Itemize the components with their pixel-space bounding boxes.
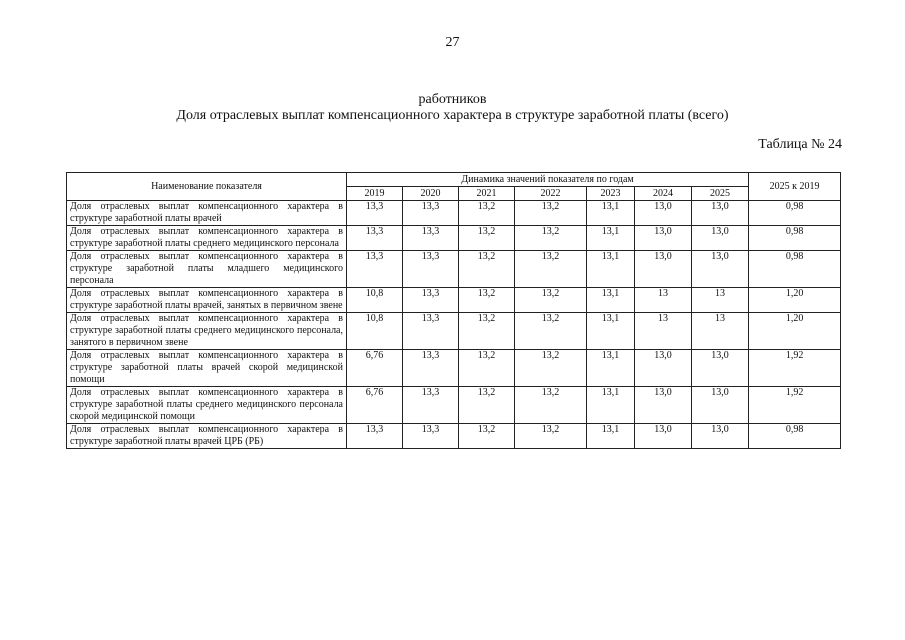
value-cell: 13,2 (459, 288, 515, 313)
value-cell: 10,8 (347, 288, 403, 313)
indicator-name: Доля отраслевых выплат компенсационного характера в структуре заработной платы врачей скорой медицинской помощи (67, 350, 347, 387)
value-cell: 13,0 (692, 424, 749, 449)
value-cell: 13,1 (587, 201, 635, 226)
value-cell: 10,8 (347, 313, 403, 350)
ratio-cell: 0,98 (749, 424, 841, 449)
document-title: Доля отраслевых выплат компенсационного характера в структуре заработной платы (всего) (176, 108, 729, 123)
header-year: 2024 (635, 187, 692, 201)
value-cell: 13,1 (587, 387, 635, 424)
table-row (67, 350, 841, 387)
value-cell: 13,2 (459, 387, 515, 424)
value-cell: 13,1 (587, 424, 635, 449)
value-cell: 13,0 (692, 251, 749, 288)
value-cell: 13,2 (459, 201, 515, 226)
table-row (67, 387, 841, 424)
indicator-name: Доля отраслевых выплат компенсационного характера в структуре заработной платы младшего медицинского персонала (67, 251, 347, 288)
ratio-cell: 0,98 (749, 251, 841, 288)
value-cell: 13,1 (587, 350, 635, 387)
value-cell: 13,0 (692, 350, 749, 387)
value-cell: 13 (692, 288, 749, 313)
header-year: 2019 (347, 187, 403, 201)
value-cell: 13,2 (515, 350, 587, 387)
table-row (67, 226, 841, 251)
value-cell: 13,2 (459, 350, 515, 387)
indicator-name: Доля отраслевых выплат компенсационного характера в структуре заработной платы врачей, занятых в первичном звене (67, 288, 347, 313)
page-number: 27 (445, 35, 460, 50)
indicator-name: Доля отраслевых выплат компенсационного характера в структуре заработной платы среднего медицинского персонала (67, 226, 347, 251)
value-cell: 13,2 (459, 251, 515, 288)
value-cell: 13 (692, 313, 749, 350)
value-cell: 13,3 (403, 251, 459, 288)
value-cell: 13 (635, 288, 692, 313)
value-cell: 13,3 (347, 251, 403, 288)
value-cell: 13,3 (403, 350, 459, 387)
header-year: 2023 (587, 187, 635, 201)
value-cell: 13,2 (515, 288, 587, 313)
value-cell: 13,3 (403, 226, 459, 251)
header-2025-vs-2019: 2025 к 2019 (749, 173, 841, 201)
indicator-name: Доля отраслевых выплат компенсационного характера в структуре заработной платы врачей (67, 201, 347, 226)
value-cell: 13,0 (635, 251, 692, 288)
ratio-cell: 0,98 (749, 226, 841, 251)
value-cell: 13,1 (587, 226, 635, 251)
value-cell: 13,0 (692, 226, 749, 251)
value-cell: 13,1 (587, 313, 635, 350)
table-label: Таблица № 24 (758, 137, 842, 152)
value-cell: 13,2 (515, 387, 587, 424)
value-cell: 13,0 (635, 424, 692, 449)
table-row (67, 201, 841, 226)
indicator-name: Доля отраслевых выплат компенсационного характера в структуре заработной платы врачей ЦРБ (РБ) (67, 424, 347, 449)
document-subtitle: работников (418, 92, 487, 107)
table-row (67, 251, 841, 288)
value-cell: 13,0 (692, 387, 749, 424)
header-year: 2025 (692, 187, 749, 201)
ratio-cell: 0,98 (749, 201, 841, 226)
value-cell: 13,2 (459, 424, 515, 449)
value-cell: 13,1 (587, 251, 635, 288)
value-cell: 13,0 (635, 387, 692, 424)
value-cell: 13,2 (515, 251, 587, 288)
value-cell: 13,3 (403, 424, 459, 449)
ratio-cell: 1,92 (749, 387, 841, 424)
value-cell: 13,3 (347, 201, 403, 226)
table-row (67, 288, 841, 313)
indicator-name: Доля отраслевых выплат компенсационного характера в структуре заработной платы среднего медицинского персонала, занятого в первичном звене (67, 313, 347, 350)
value-cell: 6,76 (347, 350, 403, 387)
ratio-cell: 1,20 (749, 313, 841, 350)
header-year: 2021 (459, 187, 515, 201)
value-cell: 13,2 (515, 424, 587, 449)
value-cell: 13 (635, 313, 692, 350)
ratio-cell: 1,92 (749, 350, 841, 387)
value-cell: 13,0 (635, 350, 692, 387)
value-cell: 13,0 (635, 226, 692, 251)
header-year: 2020 (403, 187, 459, 201)
value-cell: 13,3 (403, 387, 459, 424)
value-cell: 13,3 (403, 288, 459, 313)
value-cell: 13,3 (347, 226, 403, 251)
table-row (67, 424, 841, 449)
header-year: 2022 (515, 187, 587, 201)
table-row (67, 313, 841, 350)
header-name: Наименование показателя (67, 173, 347, 201)
value-cell: 13,2 (459, 226, 515, 251)
indicator-name: Доля отраслевых выплат компенсационного характера в структуре заработной платы среднего медицинского персонала скорой медицинской помощи (67, 387, 347, 424)
value-cell: 6,76 (347, 387, 403, 424)
value-cell: 13,3 (347, 424, 403, 449)
value-cell: 13,1 (587, 288, 635, 313)
value-cell: 13,2 (515, 201, 587, 226)
value-cell: 13,0 (635, 201, 692, 226)
value-cell: 13,0 (692, 201, 749, 226)
value-cell: 13,2 (459, 313, 515, 350)
value-cell: 13,2 (515, 313, 587, 350)
indicator-table (66, 172, 841, 449)
value-cell: 13,3 (403, 313, 459, 350)
header-dynamics: Динамика значений показателя по годам (347, 173, 749, 187)
ratio-cell: 1,20 (749, 288, 841, 313)
value-cell: 13,2 (515, 226, 587, 251)
value-cell: 13,3 (403, 201, 459, 226)
